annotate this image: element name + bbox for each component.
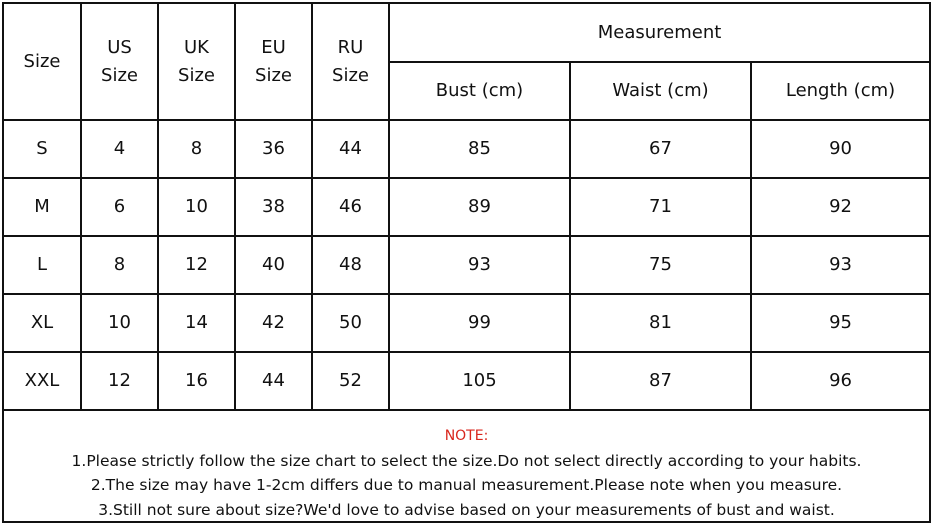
- cell-length: 93: [751, 236, 929, 294]
- cell-us: 8: [81, 236, 158, 294]
- table-row: [4, 120, 929, 178]
- header-us-size: US Size: [81, 4, 158, 120]
- cell-size: XXL: [4, 352, 81, 410]
- cell-uk: 14: [158, 294, 235, 352]
- header-ru-size: RU Size: [312, 4, 389, 120]
- table-row: [4, 178, 929, 236]
- cell-size: L: [4, 236, 81, 294]
- cell-length: 90: [751, 120, 929, 178]
- size-table: [4, 4, 929, 411]
- cell-size: S: [4, 120, 81, 178]
- table-row: [4, 294, 929, 352]
- header-uk-size: UK Size: [158, 4, 235, 120]
- table-row: [4, 352, 929, 410]
- cell-uk: 10: [158, 178, 235, 236]
- header-waist: Waist (cm): [570, 62, 751, 120]
- cell-ru: 48: [312, 236, 389, 294]
- cell-length: 95: [751, 294, 929, 352]
- cell-length: 96: [751, 352, 929, 410]
- cell-size: M: [4, 178, 81, 236]
- cell-waist: 71: [570, 178, 751, 236]
- cell-eu: 40: [235, 236, 312, 294]
- cell-uk: 16: [158, 352, 235, 410]
- cell-bust: 99: [389, 294, 570, 352]
- cell-length: 92: [751, 178, 929, 236]
- table-row: [4, 236, 929, 294]
- cell-eu: 38: [235, 178, 312, 236]
- cell-us: 6: [81, 178, 158, 236]
- header-row: [4, 4, 929, 62]
- cell-waist: 75: [570, 236, 751, 294]
- cell-eu: 44: [235, 352, 312, 410]
- size-chart: [2, 2, 931, 523]
- header-bust: Bust (cm): [389, 62, 570, 120]
- cell-ru: 52: [312, 352, 389, 410]
- note-title: NOTE:: [444, 428, 489, 444]
- cell-bust: 85: [389, 120, 570, 178]
- note-line: 3.Still not sure about size?We'd love to advise based on your measurements of bust and waist.: [98, 500, 835, 519]
- cell-size: XL: [4, 294, 81, 352]
- cell-eu: 36: [235, 120, 312, 178]
- cell-uk: 12: [158, 236, 235, 294]
- note-line: 2.The size may have 1-2cm differs due to manual measurement.Please note when you measure.: [90, 476, 843, 494]
- cell-us: 10: [81, 294, 158, 352]
- header-length: Length (cm): [751, 62, 929, 120]
- cell-waist: 81: [570, 294, 751, 352]
- cell-ru: 50: [312, 294, 389, 352]
- cell-bust: 89: [389, 178, 570, 236]
- cell-uk: 8: [158, 120, 235, 178]
- cell-waist: 67: [570, 120, 751, 178]
- header-eu-size: EU Size: [235, 4, 312, 120]
- cell-eu: 42: [235, 294, 312, 352]
- cell-us: 4: [81, 120, 158, 178]
- note-line: 1.Please strictly follow the size chart to select the size.Do not select directly according to your habits.: [71, 451, 862, 470]
- cell-ru: 46: [312, 178, 389, 236]
- cell-bust: 105: [389, 352, 570, 410]
- cell-waist: 87: [570, 352, 751, 410]
- header-measurement: Measurement: [389, 4, 929, 62]
- cell-us: 12: [81, 352, 158, 410]
- notes-section: [4, 424, 929, 522]
- cell-ru: 44: [312, 120, 389, 178]
- cell-bust: 93: [389, 236, 570, 294]
- header-size: Size: [4, 4, 81, 120]
